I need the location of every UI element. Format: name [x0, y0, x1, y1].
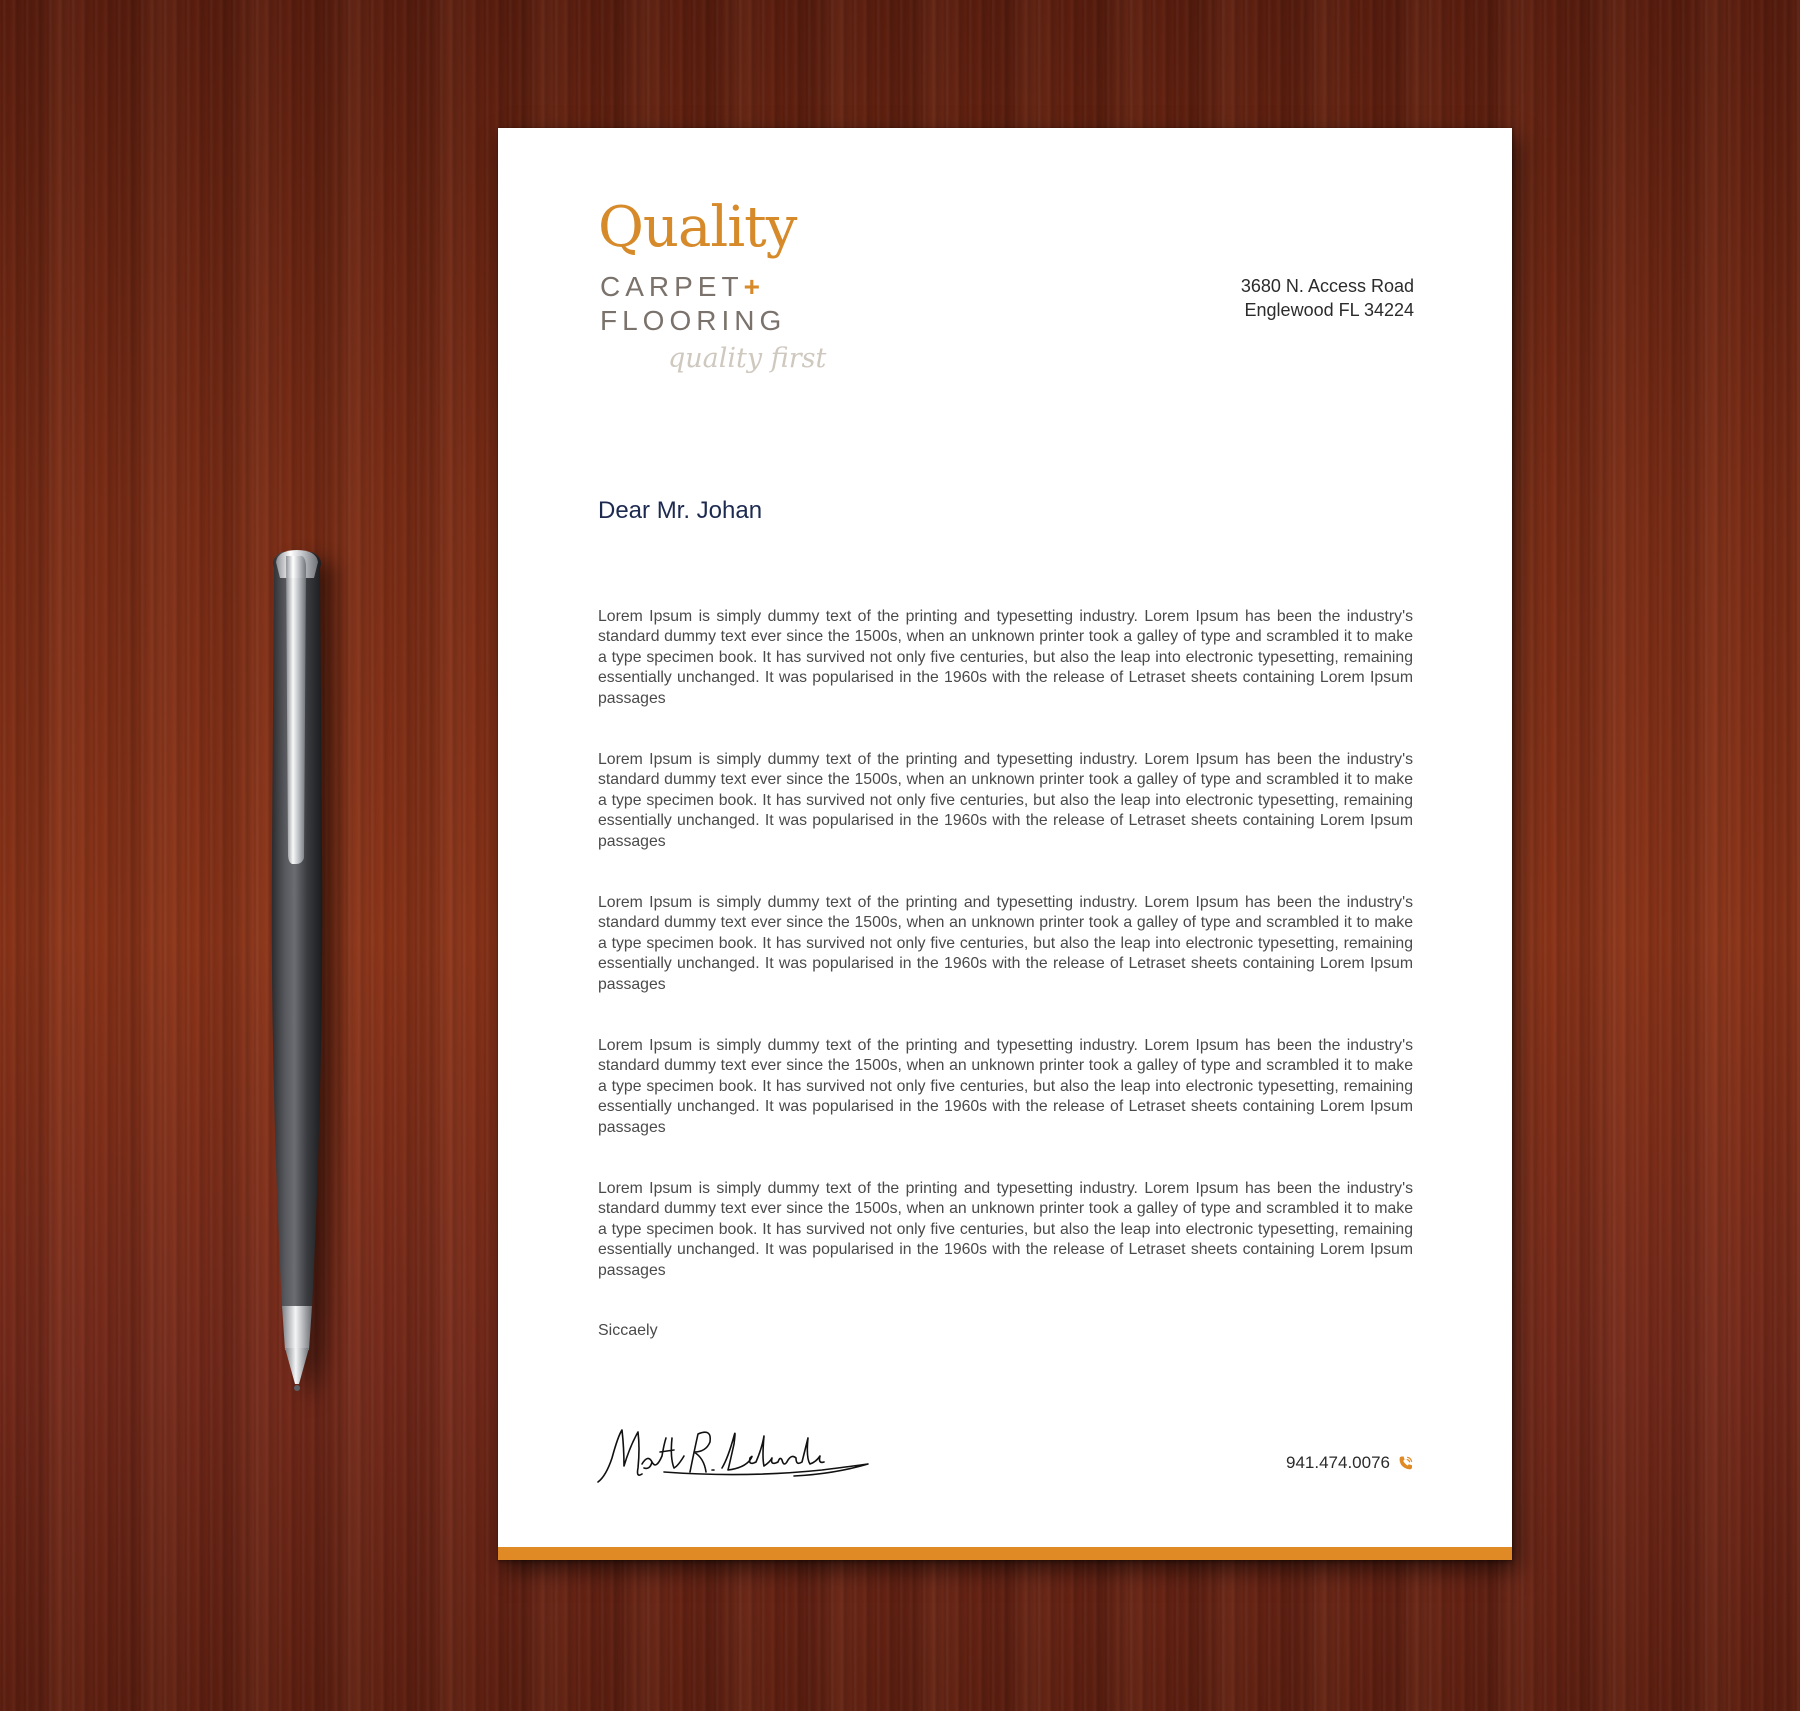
phone-icon: [1398, 1455, 1414, 1471]
letter-closing: Siccaely: [598, 1322, 658, 1339]
logo-word-carpet: [600, 272, 760, 302]
logo-word-flooring: FLOORING: [600, 305, 787, 336]
letter-paragraph: Lorem Ipsum is simply dummy text of the printing and typesetting industry. Lorem Ipsum has been the industry's standard dummy text ever since the 1500s, when an unknown printer took a galley of type and scrambled it to make a type specimen book. It has survived not only five centuries, but also the leap into electronic typesetting, remaining essentially unchanged. It was popularised in the 1960s with the release of Letraset sheets containing Lorem Ipsum passages: [598, 1180, 1413, 1279]
company-logo: [598, 195, 858, 400]
pen-icon: [262, 548, 332, 1393]
logo-tagline: quality first: [668, 343, 827, 374]
letter-body: [598, 607, 1413, 1322]
logo-carpet-text: CARPET: [600, 271, 744, 302]
company-address: [1241, 274, 1414, 322]
footer-accent-bar: [498, 1547, 1512, 1560]
letterhead-paper: [498, 128, 1512, 1560]
handwritten-signature: [594, 1418, 874, 1488]
address-line-1: 3680 N. Access Road: [1240, 276, 1414, 296]
company-phone: [1286, 1452, 1414, 1474]
logo-plus-sign: +: [743, 271, 760, 302]
letter-salutation: Dear Mr. Johan: [598, 497, 763, 524]
letter-paragraph: Lorem Ipsum is simply dummy text of the printing and typesetting industry. Lorem Ipsum has been the industry's standard dummy text ever since the 1500s, when an unknown printer took a galley of type and scrambled it to make a type specimen book. It has survived not only five centuries, but also the leap into electronic typesetting, remaining essentially unchanged. It was popularised in the 1960s with the release of Letraset sheets containing Lorem Ipsum passages: [598, 894, 1413, 993]
logo-word-quality: Quality: [598, 195, 797, 260]
letter-paragraph: Lorem Ipsum is simply dummy text of the printing and typesetting industry. Lorem Ipsum has been the industry's standard dummy text ever since the 1500s, when an unknown printer took a galley of type and scrambled it to make a type specimen book. It has survived not only five centuries, but also the leap into electronic typesetting, remaining essentially unchanged. It was popularised in the 1960s with the release of Letraset sheets containing Lorem Ipsum passages: [598, 751, 1413, 850]
letter-paragraph: Lorem Ipsum is simply dummy text of the printing and typesetting industry. Lorem Ipsum has been the industry's standard dummy text ever since the 1500s, when an unknown printer took a galley of type and scrambled it to make a type specimen book. It has survived not only five centuries, but also the leap into electronic typesetting, remaining essentially unchanged. It was popularised in the 1960s with the release of Letraset sheets containing Lorem Ipsum passages: [598, 1037, 1413, 1136]
letter-paragraph: Lorem Ipsum is simply dummy text of the printing and typesetting industry. Lorem Ipsum has been the industry's standard dummy text ever since the 1500s, when an unknown printer took a galley of type and scrambled it to make a type specimen book. It has survived not only five centuries, but also the leap into electronic typesetting, remaining essentially unchanged. It was popularised in the 1960s with the release of Letraset sheets containing Lorem Ipsum passages: [598, 608, 1413, 707]
phone-number: 941.474.0076: [1286, 1453, 1390, 1472]
address-line-2: Englewood FL 34224: [1244, 300, 1414, 320]
